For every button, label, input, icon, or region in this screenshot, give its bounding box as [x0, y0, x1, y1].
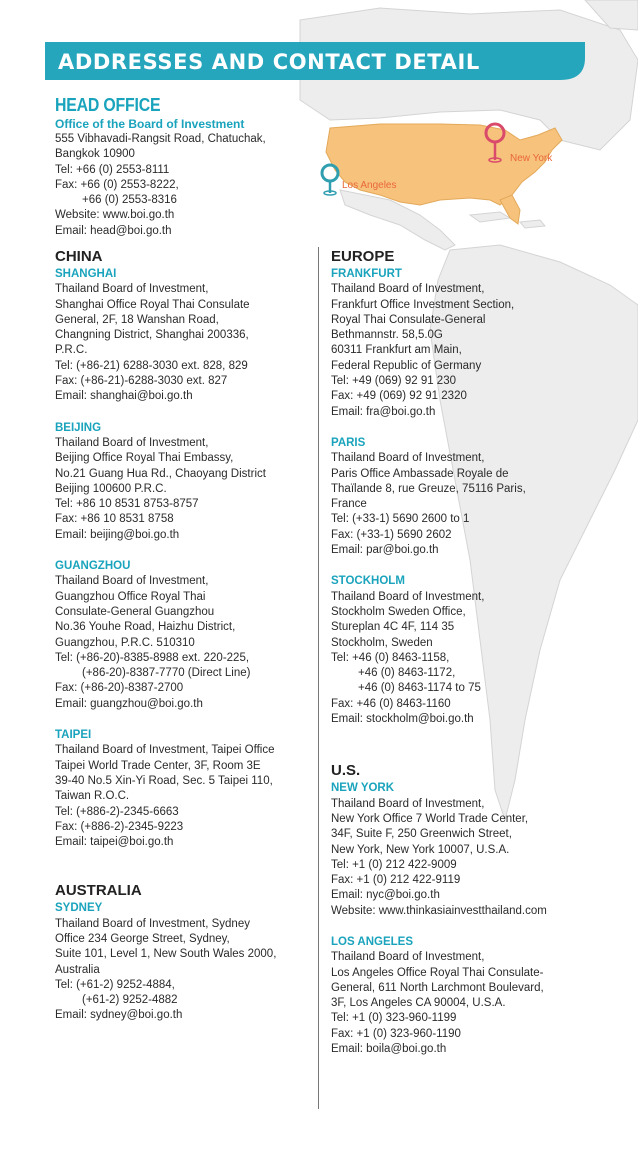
office-line: Tel: (+33-1) 5690 2600 to 1 [331, 513, 470, 526]
office-line: Suite 101, Level 1, New South Wales 2000, [55, 948, 277, 961]
office-line: Taiwan R.O.C. [55, 790, 130, 803]
office-line: Royal Thai Consulate-General [331, 313, 486, 326]
office-line: Tel: +86 10 8531 8753-8757 [55, 498, 199, 511]
head-office-line: 555 Vibhavadi-Rangsit Road, Chatuchak, [55, 133, 266, 145]
office-line: General, 611 North Larchmont Boulevard, [331, 981, 544, 994]
office-website[interactable]: Website: www.thinkasiainvestthailand.com [331, 904, 547, 917]
region-heading-australia: AUSTRALIA [55, 882, 142, 900]
office-line: Tel: (+86-21) 6288-3030 ext. 828, 829 [55, 359, 248, 372]
office-email[interactable]: Email: fra@boi.go.th [331, 405, 436, 418]
office-line: No.36 Youhe Road, Haizhu District, [55, 621, 236, 634]
office-line: Tel: (+86-20)-8385-8988 ext. 220-225, [55, 651, 250, 664]
region-heading-us: U.S. [331, 762, 361, 780]
office-email[interactable]: Email: beijing@boi.go.th [55, 528, 180, 541]
region-heading-europe: EUROPE [331, 248, 395, 265]
office-email[interactable]: Email: stockholm@boi.go.th [331, 713, 474, 726]
office-line: 60311 Frankfurt am Main, [331, 344, 462, 357]
los-angeles-map-label: Los Angeles [342, 180, 397, 191]
office-sydney [55, 901, 315, 1023]
head-office-org: Office of the Board of Investment [55, 117, 245, 131]
head-office-line: Fax: +66 (0) 2553-8222, [55, 178, 179, 191]
column-divider [318, 247, 319, 1109]
page-title: ADDRESSES AND CONTACT DETAIL [58, 50, 480, 74]
office-line: (+86-20)-8387-7770 (Direct Line) [82, 667, 251, 680]
office-line: Thailand Board of Investment, [331, 590, 485, 603]
office-city: NEW YORK [331, 782, 395, 795]
office-line: Consulate-General Guangzhou [55, 605, 215, 618]
office-line: Fax: +46 (0) 8463-1160 [331, 697, 451, 710]
office-line: Beijing 100600 P.R.C. [55, 482, 167, 495]
office-line: Tel: +1 (0) 323-960-1199 [331, 1012, 457, 1025]
office-city: PARIS [331, 436, 366, 449]
office-city: STOCKHOLM [331, 575, 405, 588]
usa-map-shape [326, 124, 562, 205]
office-line: Fax: (+886-2)-2345-9223 [55, 820, 184, 833]
office-line: Beijing Office Royal Thai Embassy, [55, 452, 234, 465]
office-line: Tel: +49 (069) 92 91 230 [331, 375, 456, 388]
office-line: Fax: (+86-21)-6288-3030 ext. 827 [55, 375, 228, 388]
left-column [55, 247, 315, 1040]
office-line: Thailand Board of Investment, [331, 283, 485, 296]
office-email[interactable]: Email: boila@boi.go.th [331, 1043, 447, 1056]
office-line: Shanghai Office Royal Thai Consulate [55, 298, 250, 311]
office-line: Taipei World Trade Center, 3F, Room 3E [55, 759, 261, 772]
office-city: BEIJING [55, 421, 102, 434]
office-email[interactable]: Email: par@boi.go.th [331, 544, 439, 557]
office-city: SHANGHAI [55, 268, 117, 280]
office-shanghai [55, 267, 315, 405]
region-heading-china: CHINA [55, 248, 103, 265]
office-line: Los Angeles Office Royal Thai Consulate- [331, 966, 544, 979]
office-line: Guangzhou, P.R.C. 510310 [55, 636, 195, 649]
office-email[interactable]: Email: guangzhou@boi.go.th [55, 697, 203, 710]
office-line: Fax: (+33-1) 5690 2602 [331, 528, 452, 541]
office-line: Tel: (+61-2) 9252-4884, [55, 978, 175, 991]
head-office-heading: HEAD OFFICE [55, 95, 161, 115]
office-paris [331, 436, 591, 558]
office-email[interactable]: Email: shanghai@boi.go.th [55, 390, 193, 403]
office-line: Changning District, Shanghai 200336, [55, 329, 249, 342]
office-line: Thailand Board of Investment, [55, 283, 209, 296]
office-new-york [331, 781, 591, 919]
office-line: Fax: +49 (069) 92 91 2320 [331, 390, 467, 403]
office-city: SYDNEY [55, 902, 103, 915]
office-beijing [55, 421, 315, 543]
office-line: Tel: +46 (0) 8463-1158, [331, 651, 450, 664]
office-email[interactable]: Email: nyc@boi.go.th [331, 889, 440, 902]
office-line: Thailand Board of Investment, [55, 575, 209, 588]
office-line: Australia [55, 963, 100, 976]
office-line: Guangzhou Office Royal Thai [55, 590, 206, 603]
head-office-line: Tel: +66 (0) 2553-8111 [55, 163, 170, 176]
office-line: (+61-2) 9252-4882 [82, 994, 178, 1007]
office-taipei [55, 728, 315, 850]
office-line: New York, New York 10007, U.S.A. [331, 843, 510, 856]
office-line: Bethmannstr. 58,5.0G [331, 329, 443, 342]
office-line: +46 (0) 8463-1172, [358, 667, 456, 680]
office-line: Fax: (+86-20)-8387-2700 [55, 682, 184, 695]
office-los-angeles [331, 935, 591, 1057]
office-stockholm [331, 574, 591, 727]
head-office-website[interactable]: Website: www.boi.go.th [55, 209, 175, 222]
office-line: New York Office 7 World Trade Center, [331, 812, 529, 825]
office-city: LOS ANGELES [331, 935, 413, 948]
office-city: TAIPEI [55, 729, 92, 742]
head-office-email[interactable]: Email: head@boi.go.th [55, 224, 172, 237]
office-line: Paris Office Ambassade Royale de [331, 467, 509, 480]
office-city: GUANGZHOU [55, 560, 131, 573]
office-line: Stockholm Sweden Office, [331, 605, 466, 618]
head-office-line: Bangkok 10900 [55, 148, 135, 161]
office-line: Frankfurt Office Investment Section, [331, 298, 515, 311]
office-line: France [331, 498, 367, 511]
office-line: Fax: +1 (0) 212 422-9119 [331, 874, 461, 887]
office-line: +46 (0) 8463-1174 to 75 [358, 682, 481, 695]
office-line: Tel: +1 (0) 212 422-9009 [331, 858, 457, 871]
office-line: 34F, Suite F, 250 Greenwich Street, [331, 828, 512, 841]
office-frankfurt [331, 267, 591, 420]
office-line: General, 2F, 18 Wanshan Road, [55, 313, 219, 326]
office-line: Thailand Board of Investment, [331, 452, 485, 465]
head-office-line: +66 (0) 2553-8316 [82, 194, 177, 207]
right-column [331, 247, 591, 1073]
office-line: No.21 Guang Hua Rd., Chaoyang District [55, 467, 266, 480]
office-line: Office 234 George Street, Sydney, [55, 932, 230, 945]
office-line: 3F, Los Angeles CA 90004, U.S.A. [331, 997, 506, 1010]
office-email[interactable]: Email: sydney@boi.go.th [55, 1009, 183, 1022]
office-email[interactable]: Email: taipei@boi.go.th [55, 836, 174, 849]
office-line: Thaïlande 8, rue Greuze, 75116 Paris, [331, 482, 526, 495]
new-york-map-label: New York [510, 153, 553, 164]
office-line: Stureplan 4C 4F, 114 35 [331, 621, 455, 634]
office-line: Thailand Board of Investment, [331, 797, 485, 810]
office-line: P.R.C. [55, 344, 88, 357]
office-line: Stockholm, Sweden [331, 636, 433, 649]
office-line: 39-40 No.5 Xin-Yi Road, Sec. 5 Taipei 110, [55, 774, 273, 787]
office-line: Fax: +86 10 8531 8758 [55, 513, 174, 526]
office-line: Thailand Board of Investment, Taipei Office [55, 744, 275, 757]
head-office-section [55, 95, 325, 239]
office-line: Fax: +1 (0) 323-960-1190 [331, 1027, 461, 1040]
office-line: Tel: (+886-2)-2345-6663 [55, 805, 179, 818]
office-line: Thailand Board of Investment, [55, 436, 209, 449]
office-line: Federal Republic of Germany [331, 359, 482, 372]
office-line: Thailand Board of Investment, [331, 951, 485, 964]
office-city: FRANKFURT [331, 268, 402, 280]
office-line: Thailand Board of Investment, Sydney [55, 917, 250, 930]
office-guangzhou [55, 559, 315, 712]
